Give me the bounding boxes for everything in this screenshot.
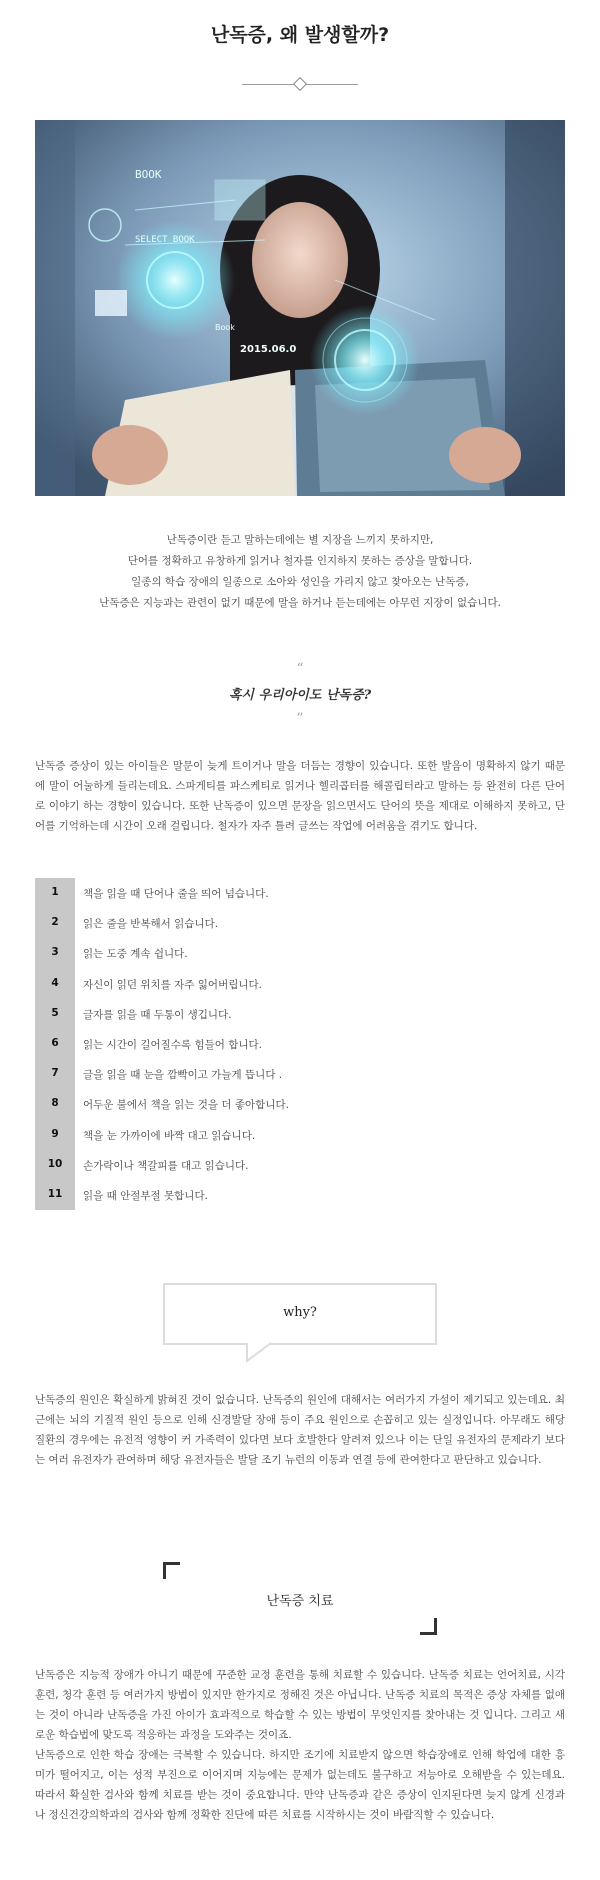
- intro-line: 단어를 정확하고 유창하게 읽거나 철자를 인지하지 못하는 증상을 말합니다.: [127, 555, 473, 567]
- checklist-text: 읽은 줄을 반복해서 읽습니다.: [83, 918, 219, 931]
- hud-text-book-small: Book: [215, 323, 235, 332]
- cause-paragraph: 난독증의 원인은 확실하게 밝혀진 것이 없습니다. 난독증의 원인에 대해서는 여러가지 가설이 제기되고 있는데요. 최근에는 뇌의 기질적 원인 등으로 인해 신경발달 장애 등이 주요 원인으로 손꼽히고 있는 실정입니다. 아무래도 해당 질환의 경우에는 유전적 영향이 커 가족력이 있다면 보다 호발한다 알려져 있으나 이는 단일 유전자의 문제라기 보다는 여러 유전자가 관여하며 해당 유전자들은 발달 조기 뉴런의 이동과 연결 등에 관여한다고 판단하고 있습니다.: [35, 1394, 565, 1466]
- quote-open-icon: “: [296, 661, 304, 677]
- intro-line: 난독증은 지능과는 관련이 없기 때문에 말을 하거나 듣는데에는 아무런 지장이 없습니다.: [99, 597, 501, 609]
- symptom-checklist: [35, 878, 565, 1210]
- checklist-text: 어두운 불에서 책을 읽는 것을 더 좋아합니다.: [83, 1099, 289, 1112]
- checklist-number-badge: 7: [35, 1059, 75, 1089]
- checklist-number-badge: 10: [35, 1150, 75, 1180]
- checklist-text: 읽는 도중 계속 쉽니다.: [83, 948, 188, 961]
- checklist-item: [35, 1150, 565, 1180]
- checklist-item: [35, 1029, 565, 1059]
- checklist-item: [35, 878, 565, 908]
- hud-text-book: BOOK: [135, 168, 162, 181]
- checklist-item: [35, 969, 565, 999]
- checklist-item: [35, 1180, 565, 1210]
- corner-bracket-bottom-right-icon: [420, 1618, 437, 1635]
- checklist-item: [35, 1089, 565, 1119]
- checklist-number-badge: 6: [35, 1029, 75, 1059]
- speech-bubble-tail-icon: [245, 1341, 275, 1363]
- quote-close-icon: ”: [296, 711, 304, 727]
- checklist-item: [35, 1059, 565, 1089]
- checklist-text: 읽을 때 안절부절 못합니다.: [83, 1189, 208, 1202]
- checklist-number-badge: 11: [35, 1180, 75, 1210]
- checklist-text: 글을 읽을 때 눈을 깜빡이고 가늘게 뜹니다 .: [83, 1069, 283, 1082]
- intro-line: 난독증이란 듣고 말하는데에는 별 지장을 느끼지 못하지만,: [166, 534, 434, 546]
- treatment-paragraph-part: 난독증은 지능적 장애가 아니기 때문에 꾸준한 교정 훈련을 통해 치료할 수 있습니다. 난독증 치료는 언어치료, 시각훈련, 청각 훈련 등 여러가지 방법이 있지만 한가지로 정해진 것은 아닙니다. 난독증 치료의 목적은 증상 자체를 없애는 것이 아니라 난독증을 가진 아이가 효과적으로 학습할 수 있는 방법이 무엇인지를 찾아내는 것 입니다. 그리고 새로운 학습법에 맞도록 적응하는 과정을 도와주는 것이죠.: [35, 1669, 565, 1741]
- checklist-item: [35, 1120, 565, 1150]
- why-label: why?: [283, 1305, 317, 1320]
- checklist-text: 책을 눈 가까이에 바짝 대고 읽습니다.: [83, 1129, 256, 1142]
- treatment-title: 난독증 치료: [266, 1594, 334, 1609]
- checklist-number-badge: 5: [35, 999, 75, 1029]
- corner-bracket-top-left-icon: [163, 1562, 180, 1579]
- symptoms-paragraph: 난독증 증상이 있는 아이들은 말문이 늦게 트이거나 말을 더듬는 경향이 있습니다. 또한 발음이 명확하지 않기 때문에 말이 어눌하게 들리는데요. 스파게티를 파스케티로 읽거나 헬리콥터를 해콜립터라고 말하는 등 완전히 다른 단어로 이야기 하는 경향이 있습니다. 또한 난독증이 있으면 문장을 읽으면서도 단어의 뜻을 제대로 이해하지 못하고, 단어를 기억하는데 시간이 오래 걸립니다. 철자가 자주 틀려 글쓰는 작업에 어려움을 겪기도 합니다.: [35, 760, 565, 832]
- section-subtitle: 혹시 우리아이도 난독증?: [228, 688, 372, 703]
- checklist-text: 읽는 시간이 길어질수록 힘들어 합니다.: [83, 1038, 262, 1051]
- treatment-paragraph: [35, 1665, 565, 1825]
- hud-text-select-book: SELECT BOOK: [135, 235, 195, 245]
- checklist-text: 자신이 읽던 위치를 자주 잃어버립니다.: [83, 978, 262, 991]
- hud-text-date: 2015.06.0: [240, 344, 297, 355]
- page-title: 난독증, 왜 발생할까?: [210, 24, 390, 46]
- checklist-item: [35, 999, 565, 1029]
- checklist-number-badge: 8: [35, 1089, 75, 1119]
- why-speech-bubble: [163, 1283, 437, 1345]
- checklist-text: 손가락이나 책갈피를 대고 읽습니다.: [83, 1159, 249, 1172]
- checklist-text: 책을 읽을 때 단어나 줄을 띄어 넘습니다.: [83, 888, 269, 900]
- checklist-number-badge: 9: [35, 1120, 75, 1150]
- divider-diamond-icon: [293, 77, 307, 91]
- checklist-text: 글자를 읽을 때 두통이 생깁니다.: [83, 1008, 232, 1021]
- checklist-item: [35, 908, 565, 938]
- checklist-number-badge: 2: [35, 908, 75, 938]
- intro-line: 일종의 학습 장애의 일종으로 소아와 성인을 가리지 않고 찾아오는 난독증,: [131, 576, 469, 588]
- intro-text: [35, 530, 565, 614]
- treatment-paragraph-part: 난독증으로 인한 학습 장애는 극복할 수 있습니다. 하지만 조기에 치료받지 않으면 학습장애로 인해 학업에 대한 흥미가 떨어지고, 이는 성적 부진으로 이어지며 지능에는 문제가 없는데도 불구하고 저능아로 오해받을 수 있는데요. 따라서 확실한 검사와 함께 치료를 받는 것이 중요합니다. 만약 난독증과 같은 증상이 인지된다면 늦지 않게 신경과나 정신건강의학과의 검사와 함께 정확한 진단에 따른 치료를 시작하시는 것이 바람직할 수 있습니다.: [35, 1749, 565, 1821]
- hero-image: [35, 120, 565, 496]
- checklist-item: [35, 938, 565, 968]
- checklist-number-badge: 4: [35, 969, 75, 999]
- checklist-number-badge: 1: [35, 878, 75, 908]
- checklist-number-badge: 3: [35, 938, 75, 968]
